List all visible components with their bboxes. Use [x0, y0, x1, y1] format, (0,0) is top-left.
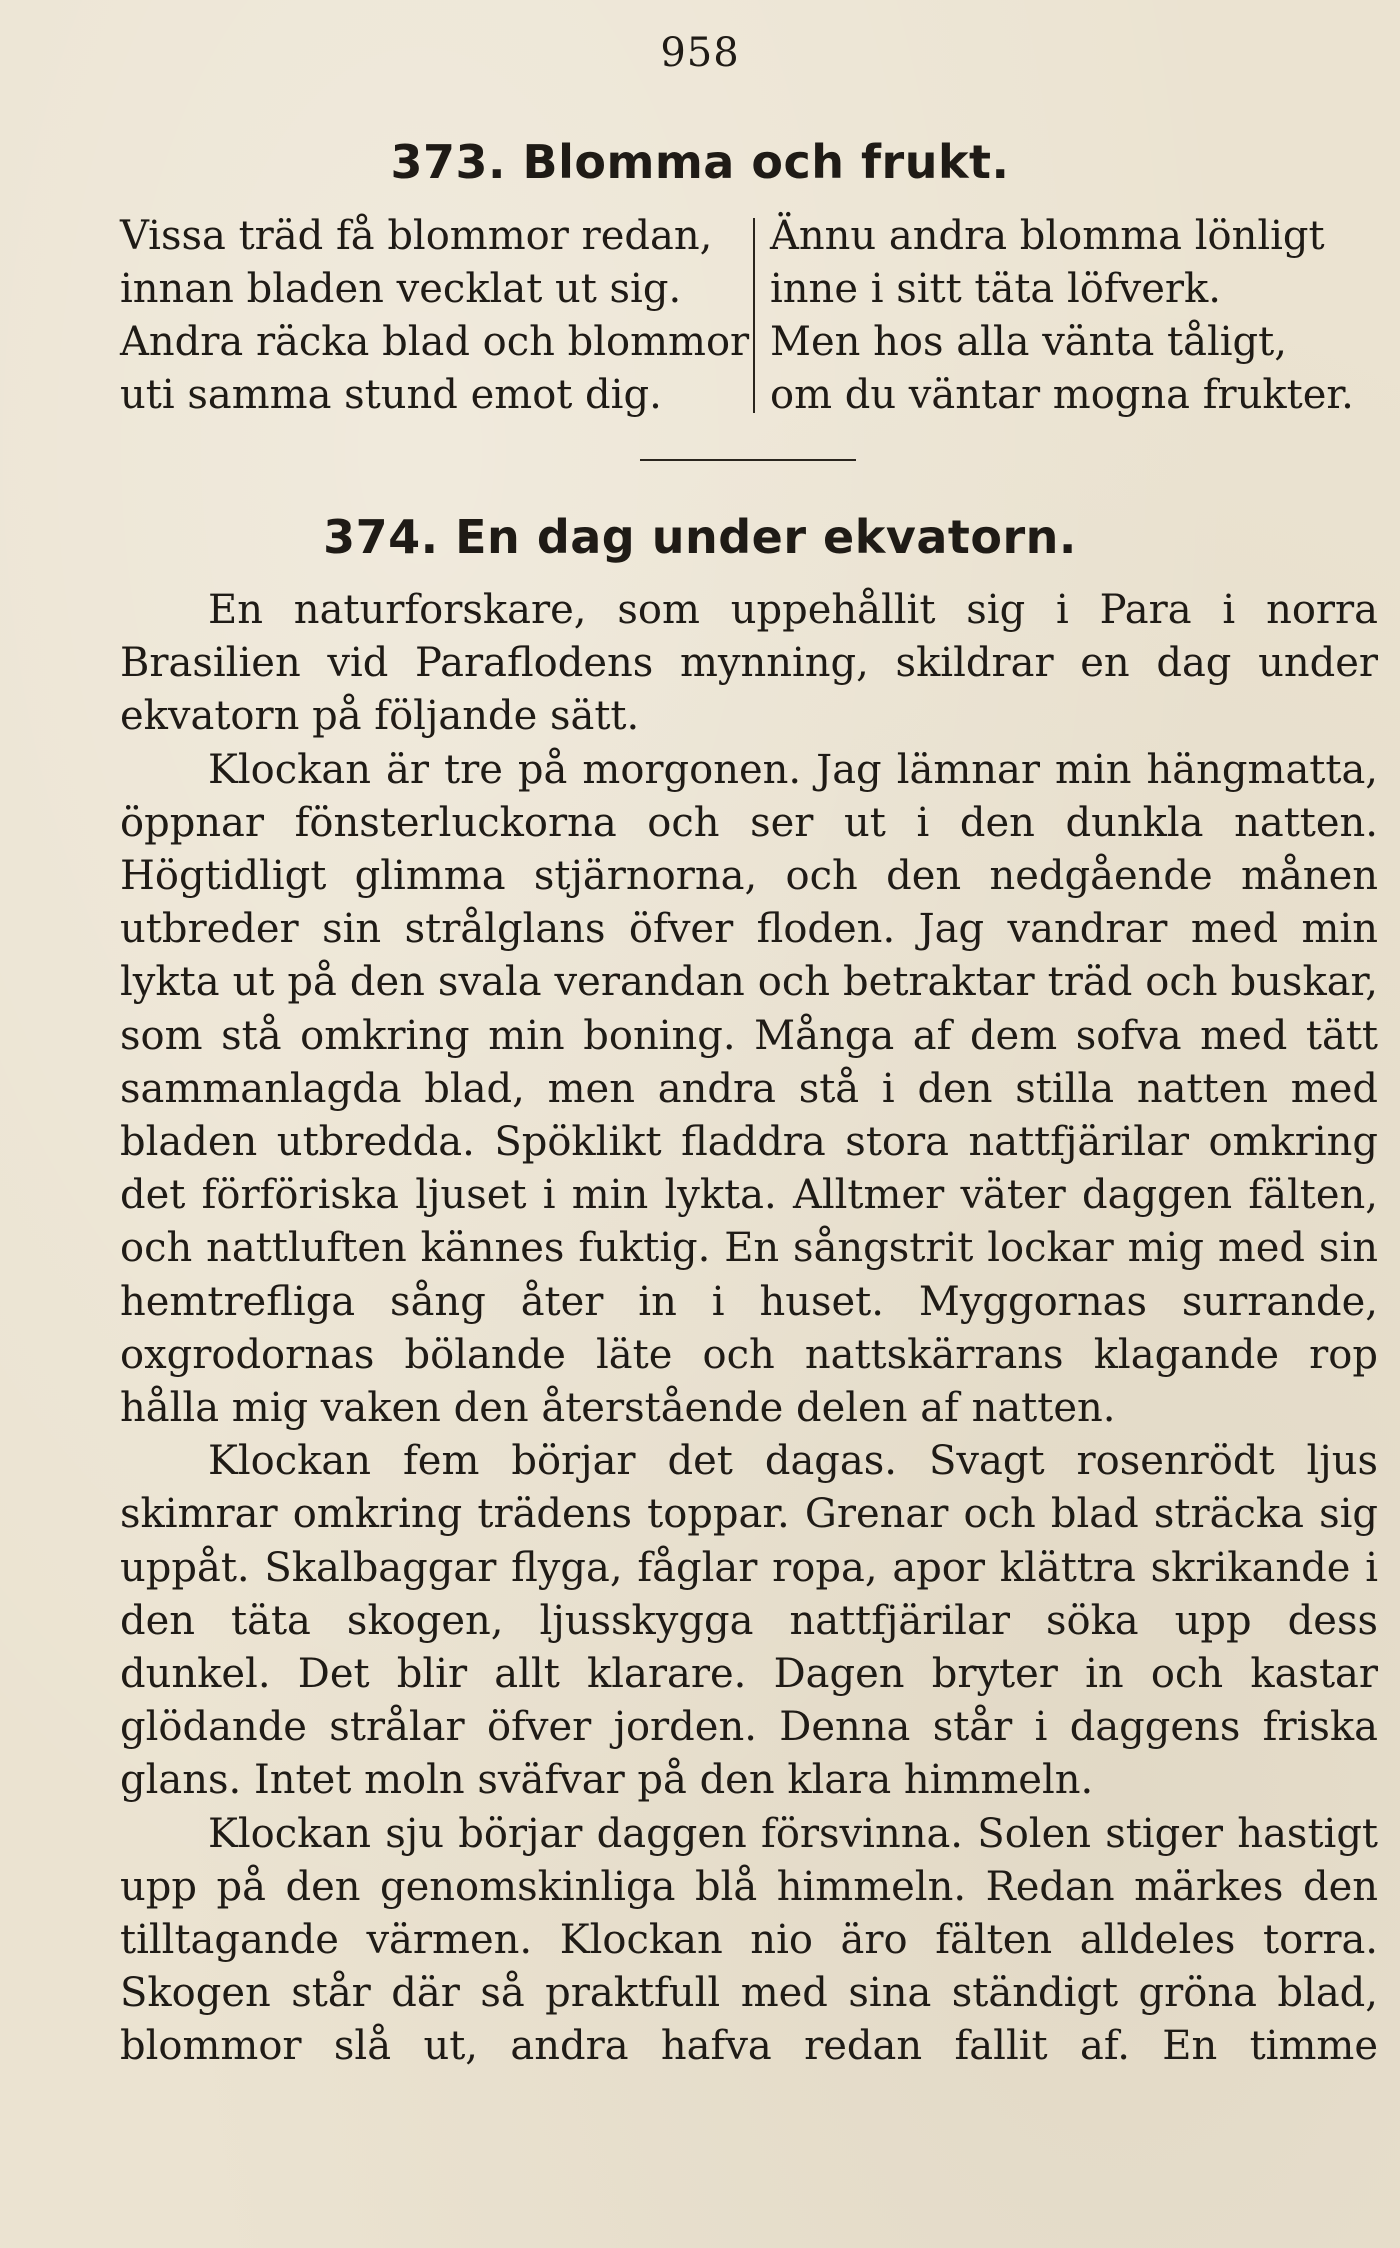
section-373-title: 373. Blomma och frukt. — [390, 135, 1010, 189]
paragraph: Klockan sju börjar daggen försvinna. Solen stiger hastigt upp på den genomskinliga blå himmeln. Redan märkes den tilltagande värmen. Klockan nio äro fälten alldeles torra. Skogen står där så praktfull med sina ständigt gröna blad, blommor slå ut, andra hafva redan fallit af. En timme — [120, 1810, 1378, 2070]
poem-stanza-left — [120, 210, 750, 422]
paragraph: Klockan är tre på morgonen. Jag lämnar min hängmatta, öppnar fönsterluckorna och ser ut i den dunkla natten. Högtidligt glimma stjärnorna, och den nedgående månen utbreder sin strålglans öfver floden. Jag vandrar med min lykta ut på den svala verandan och betraktar träd och buskar, som stå omkring min boning. Många af dem sofva med tätt sammanlagda blad, men andra stå i den stilla natten med bladen utbredda. Spöklikt fladdra stora nattfjärilar omkring det förföriska ljuset i min lykta. Alltmer väter daggen fälten, och nattluften kännes fuktig. En sångstrit lockar mig med sin hemtrefliga sång åter in i huset. Myggornas surrande, oxgrodornas bölande läte och nattskärrans klagande rop hålla mig vaken den återstående delen af natten. — [120, 746, 1378, 1432]
poem-line: uti samma stund emot dig. — [120, 372, 662, 418]
poem-line: Andra räcka blad och blommor — [120, 319, 750, 365]
section-374-title: 374. En dag under ekvatorn. — [323, 510, 1077, 564]
poem-373 — [120, 210, 1380, 420]
poem-line: Vissa träd få blommor redan, — [120, 213, 713, 259]
section-separator-rule — [640, 459, 856, 461]
poem-line: Men hos alla vänta tåligt, — [770, 319, 1287, 365]
poem-line: om du väntar mogna frukter. — [770, 372, 1354, 418]
page-number: 958 — [660, 30, 740, 76]
poem-line: inne i sitt täta löfverk. — [770, 266, 1221, 312]
section-374-body — [120, 584, 1378, 2074]
poem-line: Ännu andra blomma lönligt — [770, 213, 1325, 259]
poem-stanza-right — [770, 210, 1380, 422]
poem-column-divider — [753, 218, 755, 413]
paragraph: Klockan fem börjar det dagas. Svagt rosenrödt ljus skimrar omkring trädens toppar. Grenar och blad sträcka sig uppåt. Skalbaggar flyga, fåglar ropa, apor klättra skrikande i den täta skogen, ljusskygga nattfjärilar söka upp dess dunkel. Det blir allt klarare. Dagen bryter in och kastar glödande strålar öfver jorden. Denna står i daggens friska glans. Intet moln sväfvar på den klara himmeln. — [120, 1438, 1378, 1804]
paragraph: En naturforskare, som uppehållit sig i Para i norra Brasilien vid Paraflodens mynning, skildrar en dag under ekvatorn på följande sätt. — [120, 587, 1378, 740]
poem-line: innan bladen vecklat ut sig. — [120, 266, 682, 312]
